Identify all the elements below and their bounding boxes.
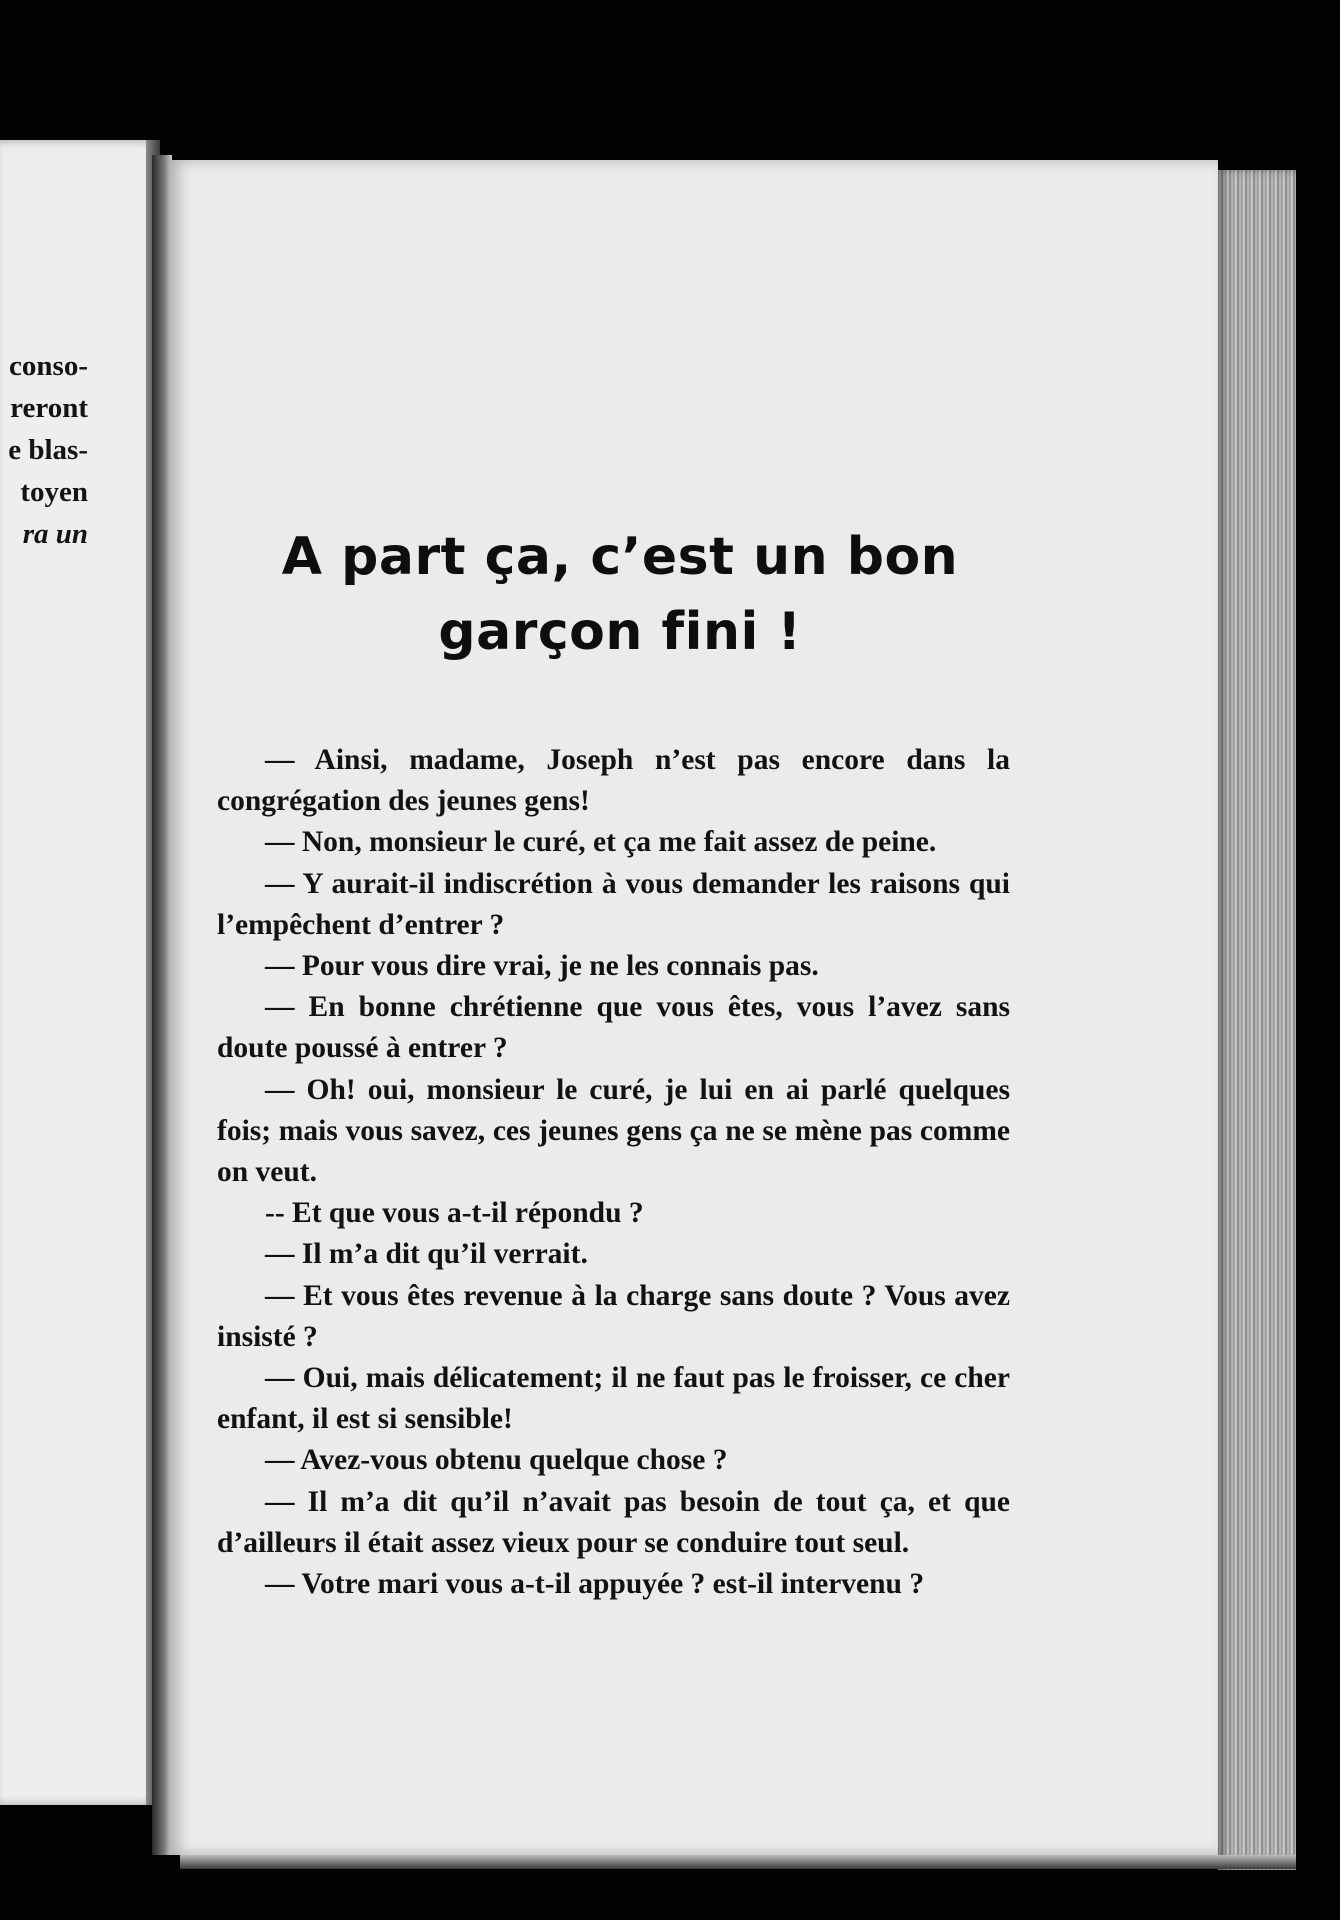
chapter-title-line: A part ça, c’est un bon [281,527,959,587]
page-body [217,740,1010,1605]
dialogue-paragraph: — Votre mari vous a-t-il appuyée ? est-il intervenu ? [265,1568,925,1601]
previous-page-line: ra un [22,518,88,550]
previous-page-line: conso- [9,350,88,382]
dialogue-paragraph: — Il m’a dit qu’il verrait. [265,1238,588,1271]
chapter-title [270,520,970,670]
previous-page-line: toyen [20,476,88,508]
dialogue-paragraph: — Oh! oui, monsieur le curé, je lui en ai parlé quelques fois; mais vous savez, ces jeunes gens ça ne se mène pas comme on veut. [217,1073,1010,1189]
dialogue-paragraph: — En bonne chrétienne que vous êtes, vous l’avez sans doute poussé à entrer ? [217,991,1010,1065]
previous-page-text [0,345,88,555]
dialogue-paragraph: — Ainsi, madame, Joseph n’est pas encore dans la congrégation des jeunes gens! [217,744,1010,818]
dialogue-paragraph: — Y aurait-il indiscrétion à vous demander les raisons qui l’empêchent d’entrer ? [217,867,1010,941]
dialogue-paragraph: — Oui, mais délicatement; il ne faut pas le froisser, ce cher enfant, il est si sensible! [217,1362,1010,1436]
page-edges-bottom [180,1855,1296,1869]
dialogue-paragraph: -- Et que vous a-t-il répondu ? [265,1197,644,1230]
chapter-title-line: garçon fini ! [438,602,802,662]
dialogue-paragraph: — Il m’a dit qu’il n’avait pas besoin de tout ça, et que d’ailleurs il était assez vieux pour se conduire tout seul. [217,1485,1010,1559]
dialogue-paragraph: — Non, monsieur le curé, et ça me fait assez de peine. [265,826,937,859]
page-binding-shadow [152,155,172,1855]
dialogue-paragraph: — Et vous êtes revenue à la charge sans doute ? Vous avez insisté ? [217,1279,1010,1353]
previous-page [0,140,160,1805]
dialogue-paragraph: — Pour vous dire vrai, je ne les connais pas. [265,950,819,983]
previous-page-line: e blas- [8,434,88,466]
dialogue-paragraph: — Avez-vous obtenu quelque chose ? [265,1444,728,1477]
page-edges [1218,170,1296,1870]
previous-page-line: reront [10,392,88,424]
